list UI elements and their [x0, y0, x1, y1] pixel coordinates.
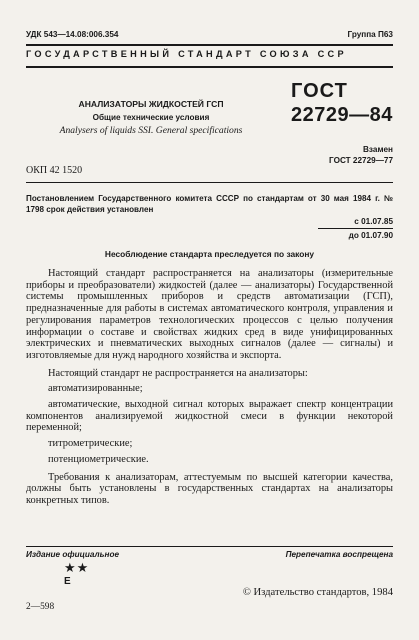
standard-banner: ГОСУДАРСТВЕННЫЙ СТАНДАРТ СОЮЗА ССР: [26, 49, 347, 59]
gost-label: ГОСТ: [291, 80, 348, 102]
banner-rule: [26, 66, 393, 68]
udk-code: УДК 543—14.08:006.354: [26, 30, 119, 39]
group-code: Группа П63: [347, 30, 393, 39]
reprint-prohibited: Перепечатка воспрещена: [285, 550, 393, 559]
official-edition: Издание официальное: [26, 550, 119, 559]
effective-from: с 01.07.85: [354, 217, 393, 226]
document-title: АНАЛИЗАТОРЫ ЖИДКОСТЕЙ ГСП: [78, 99, 224, 109]
replaces-label: Взамен: [363, 145, 393, 154]
legal-warning: Несоблюдение стандарта преследуется по закону: [104, 249, 315, 259]
decree-text: Постановлением Государственного комитета СССР по стандартам от 30 мая 1984 г. № 1798 срок действия установлен: [26, 194, 393, 214]
document-subtitle: Общие технические условия: [92, 113, 210, 122]
okp-code: ОКП 42 1520: [26, 165, 83, 176]
paragraph-quality: Требования к анализаторам, аттестуемым по высшей категории качества, должны быть установлены в государственных стандартах на анализаторы конкретных типов.: [26, 471, 393, 506]
body-text: [26, 268, 393, 507]
footer-rule: [26, 546, 393, 547]
document-title-english: Analysers of liquids SSI. General specifications: [59, 125, 243, 136]
copyright: © Издательство стандартов, 1984: [242, 587, 393, 598]
stars-mark: ★★: [64, 560, 90, 575]
effective-to: до 01.07.90: [348, 231, 393, 240]
gost-number: 22729—84: [291, 104, 393, 126]
exclusion-item: автоматические, выходной сигнал которых выражает спектр концентрации компонентов анализируемой жидкостной смеси в функции некоторой переменной;: [26, 399, 393, 434]
paragraph-scope: Настоящий стандарт распространяется на анализаторы (измерительные приборы и преобразователи) жидкостей (далее — анализаторы) Государственной системы промышленных приборов и средств автоматизации (ГСП), предназначенные для работы в системах автоматического контроля, управления и регулирования параметров технологических процессов с целью получения информации о составе и свойствах жидких сред в виде унифицированных электрических и пневматических выходных сигналов (далее — сигналы) и изготовляемые для нужд народного хозяйства и экспорта.: [26, 268, 393, 361]
exclusion-item: автоматизированные;: [48, 383, 143, 395]
replaces-value: ГОСТ 22729—77: [329, 156, 393, 165]
top-rule: [26, 44, 393, 46]
effective-from-underline: [318, 228, 393, 229]
title-rule: [26, 182, 393, 183]
edition-letter: E: [64, 576, 71, 587]
exclusion-item: титрометрические;: [48, 438, 133, 450]
page-code: 2—598: [26, 602, 55, 612]
exclusion-item: потенциометрические.: [48, 453, 149, 465]
paragraph-exclusions: Настоящий стандарт не распространяется на анализаторы:: [48, 367, 308, 379]
